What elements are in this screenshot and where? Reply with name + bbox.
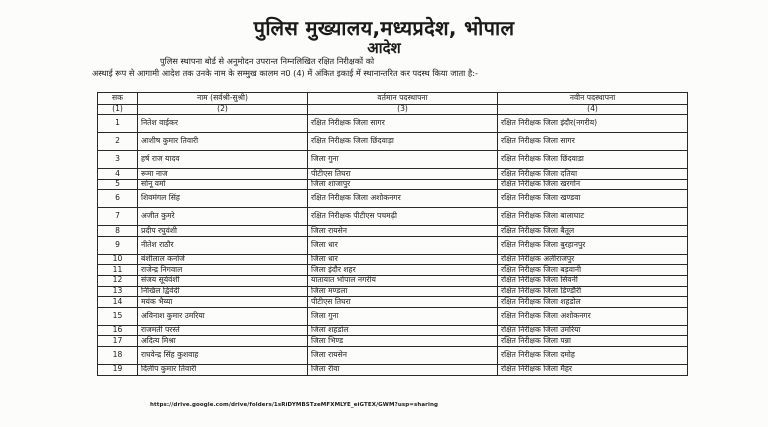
intro-line-3: इकाई में स्थानान्तरित कर पदस्थ किया जाता है:- [336, 67, 478, 78]
column-number: (2) [138, 105, 308, 115]
cell-current-posting: जिला शाजापुर [308, 179, 498, 190]
table-row [98, 169, 688, 180]
table-header-row [98, 93, 688, 105]
cell-current-posting: जिला धार [308, 254, 498, 265]
cell-new-posting: रक्षित निरीक्षक जिला उमरिया [498, 325, 688, 336]
cell-new-posting: रक्षित निरीक्षक जिला बड़वानी [498, 265, 688, 276]
cell-sno: 13 [98, 286, 138, 297]
cell-sno: 12 [98, 275, 138, 286]
drive-link[interactable]: https://drive.google.com/drive/folders/1sRiDYMBSTzeMFXMLYE_eiGTEX/GWM?usp=sharing [150, 402, 439, 408]
cell-new-posting: रक्षित निरीक्षक जिला खण्डवा [498, 190, 688, 208]
cell-new-posting: रक्षित निरीक्षक जिला डिण्डौरी [498, 286, 688, 297]
cell-name: रूमा नाज [138, 169, 308, 180]
table-row [98, 364, 688, 375]
cell-sno: 18 [98, 346, 138, 364]
cell-current-posting: पीटीएस तिघरा [308, 169, 498, 180]
header-name: नाम (सर्वश्री-सुश्री) [138, 93, 308, 105]
cell-sno: 19 [98, 364, 138, 375]
cell-name: नीतेश राठौर [138, 236, 308, 254]
page-title: पुलिस मुख्यालय,मध्यप्रदेश, भोपाल [253, 16, 515, 40]
cell-new-posting: रक्षित निरीक्षक जिला बैतूल [498, 226, 688, 237]
cell-sno: 8 [98, 226, 138, 237]
cell-sno: 14 [98, 297, 138, 308]
cell-current-posting: जिला रायसेन [308, 346, 498, 364]
table-row [98, 307, 688, 325]
cell-name: प्रदीप रघुवंशी [138, 226, 308, 237]
table-row [98, 179, 688, 190]
cell-sno: 15 [98, 307, 138, 325]
cell-current-posting: जिला शहडोल [308, 325, 498, 336]
cell-name: अदित्य मिश्रा [138, 336, 308, 347]
cell-sno: 17 [98, 336, 138, 347]
header-new-posting: नवीन पदस्थापना [498, 93, 688, 105]
cell-name: आशीष कुमार तिवारी [138, 133, 308, 151]
cell-current-posting: पीटीएस तिघरा [308, 297, 498, 308]
table-row [98, 254, 688, 265]
cell-name: संजय सूर्यवंशी [138, 275, 308, 286]
cell-new-posting: रक्षित निरीक्षक जिला सागर [498, 133, 688, 151]
table-row [98, 336, 688, 347]
cell-current-posting: रक्षित निरीक्षक जिला अशोकनगर [308, 190, 498, 208]
header-current-posting: वर्तमान पदस्थापना [308, 93, 498, 105]
cell-sno: 16 [98, 325, 138, 336]
cell-name: बंशीलाल कनोजे [138, 254, 308, 265]
table-row [98, 208, 688, 226]
column-number: (1) [98, 105, 138, 115]
cell-sno: 5 [98, 179, 138, 190]
cell-name: मयंक भैय्या [138, 297, 308, 308]
cell-current-posting: यातायात भोपाल नगरीय [308, 275, 498, 286]
table-row [98, 151, 688, 169]
table-row [98, 346, 688, 364]
cell-name: सोनू वर्मा [138, 179, 308, 190]
cell-sno: 2 [98, 133, 138, 151]
cell-current-posting: जिला गुना [308, 307, 498, 325]
cell-name: राजेन्द्र निगवाल [138, 265, 308, 276]
cell-new-posting: रक्षित निरीक्षक जिला शहडोल [498, 297, 688, 308]
transfer-table [97, 92, 688, 376]
cell-current-posting: जिला मण्डला [308, 286, 498, 297]
cell-new-posting: रक्षित निरीक्षक जिला दमोह [498, 346, 688, 364]
cell-new-posting: रक्षित निरीक्षक जिला इंदौर(नगरीय) [498, 115, 688, 133]
cell-sno: 11 [98, 265, 138, 276]
table-row [98, 236, 688, 254]
cell-name: अविनाश कुमार उमरिया [138, 307, 308, 325]
cell-name: शिवमंगल सिंह [138, 190, 308, 208]
cell-current-posting: जिला गुना [308, 151, 498, 169]
table-row [98, 226, 688, 237]
cell-sno: 7 [98, 208, 138, 226]
cell-name: अजीत कुमरे [138, 208, 308, 226]
column-number: (4) [498, 105, 688, 115]
cell-new-posting: रक्षित निरीक्षक जिला दतिया [498, 169, 688, 180]
cell-current-posting: रक्षित निरीक्षक जिला छिंदवाड़ा [308, 133, 498, 151]
cell-sno: 9 [98, 236, 138, 254]
cell-name: राघवेन्द्र सिंह कुशवाह [138, 346, 308, 364]
cell-sno: 4 [98, 169, 138, 180]
column-number: (3) [308, 105, 498, 115]
cell-sno: 3 [98, 151, 138, 169]
cell-new-posting: रक्षित निरीक्षक जिला खरगोन [498, 179, 688, 190]
cell-current-posting: जिला रीवा [308, 364, 498, 375]
cell-name: नितेश वाईकर [138, 115, 308, 133]
cell-new-posting: रक्षित निरीक्षक जिला पन्ना [498, 336, 688, 347]
table-row [98, 297, 688, 308]
cell-new-posting: रक्षित निरीक्षक जिला सिवनी [498, 275, 688, 286]
intro-line-1: पुलिस स्थापना बोर्ड से अनुमोदन उपरान्त निम्नलिखित रक्षित निरीक्षकों को [160, 56, 375, 66]
cell-new-posting: रक्षित निरीक्षक जिला बालाघाट [498, 208, 688, 226]
cell-sno: 6 [98, 190, 138, 208]
table-row [98, 133, 688, 151]
cell-name: निखिल द्विवेदी [138, 286, 308, 297]
table-row [98, 115, 688, 133]
cell-sno: 10 [98, 254, 138, 265]
cell-current-posting: जिला भिण्ड [308, 336, 498, 347]
table-row [98, 275, 688, 286]
cell-current-posting: जिला रायसेन [308, 226, 498, 237]
cell-current-posting: रक्षित निरीक्षक पीटीएस पचमढ़ी [308, 208, 498, 226]
cell-new-posting: रक्षित निरीक्षक जिला बुरहानपुर [498, 236, 688, 254]
table-row [98, 325, 688, 336]
cell-current-posting: जिला इंदौर शहर [308, 265, 498, 276]
column-number-row [98, 105, 688, 115]
cell-name: दिलीप कुमार तिवारी [138, 364, 308, 375]
cell-current-posting: रक्षित निरीक्षक जिला सागर [308, 115, 498, 133]
table-row [98, 265, 688, 276]
intro-line-2: अस्थाई रूप से आगामी आदेश तक उनके नाम के सम्मुख कालम न0 (4) में अंकित [92, 67, 335, 78]
table-row [98, 286, 688, 297]
cell-new-posting: रक्षित निरीक्षक जिला मैहर [498, 364, 688, 375]
cell-name: हर्ष राज यादव [138, 151, 308, 169]
cell-new-posting: रक्षित निरीक्षक अलीराजपुर [498, 254, 688, 265]
table-row [98, 190, 688, 208]
cell-name: राजमती परस्ते [138, 325, 308, 336]
order-heading: आदेश [367, 39, 401, 57]
cell-new-posting: रक्षित निरीक्षक जिला अशोकनगर [498, 307, 688, 325]
cell-new-posting: रक्षित निरीक्षक जिला छिंदवाडा [498, 151, 688, 169]
header-sno: सक [98, 93, 138, 105]
cell-current-posting: जिला धार [308, 236, 498, 254]
intro-paragraph [92, 56, 684, 79]
cell-sno: 1 [98, 115, 138, 133]
